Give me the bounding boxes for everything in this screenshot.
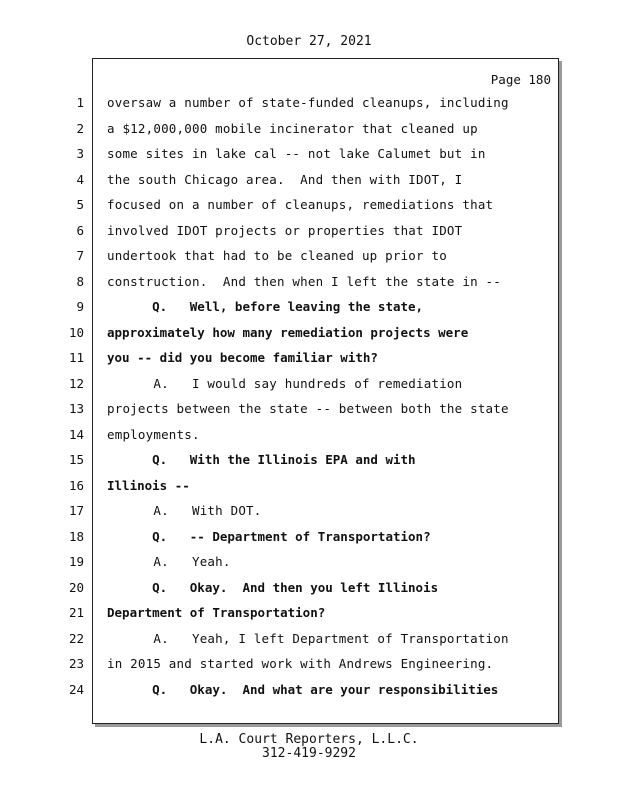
line-number: 23 [68,656,84,671]
line-text: A. I would say hundreds of remediation [107,375,463,391]
line-text: Q. -- Department of Transportation? [107,528,431,544]
transcript-line [0,325,618,350]
line-text: oversaw a number of state-funded cleanups, including [107,95,509,110]
transcript-line [0,503,618,528]
line-number: 14 [68,426,84,442]
line-number: 12 [68,375,84,391]
line-number: 8 [76,273,84,289]
line-number: 20 [68,579,84,595]
line-number: 17 [68,503,84,518]
transcript-line [0,172,618,197]
line-number: 13 [68,401,84,416]
transcript-line [0,274,618,299]
transcript-line [0,631,618,656]
line-text: approximately how many remediation projects were [107,324,469,340]
line-text: a $12,000,000 mobile incinerator that cleaned up [107,120,478,136]
line-number: 24 [68,681,84,697]
transcript-line [0,529,618,554]
line-number: 21 [68,605,84,620]
transcript-line [0,121,618,146]
line-number: 1 [76,95,84,110]
line-text: Q. Okay. And then you left Illinois [107,579,439,595]
line-text: you -- did you become familiar with? [107,350,378,365]
transcript-line [0,401,618,426]
transcript-line [0,95,618,120]
line-text: Q. Well, before leaving the state, [107,299,424,314]
transcript-line [0,427,618,452]
transcript-line [0,248,618,273]
transcript-line [0,350,618,375]
line-text: A. Yeah, I left Department of Transportation [107,630,509,646]
line-text: A. With DOT. [107,503,262,518]
line-number: 19 [68,554,84,569]
line-text: some sites in lake cal -- not lake Calumet but in [107,146,486,161]
footer-company: L.A. Court Reporters, L.L.C. [199,732,419,747]
line-number: 10 [68,324,84,340]
transcript-line [0,376,618,401]
line-text: the south Chicago area. And then with IDOT, I [107,171,463,187]
transcript-line [0,656,618,681]
line-number: 9 [76,299,84,314]
line-number: 15 [68,452,84,467]
transcript-line [0,554,618,579]
transcript-line [0,580,618,605]
transcript-line [0,478,618,503]
line-number: 4 [76,171,84,187]
transcript-line [0,299,618,324]
transcript-line [0,682,618,707]
transcript-line [0,197,618,222]
line-text: Q. Okay. And what are your responsibilities [107,681,499,697]
line-number: 18 [68,528,84,544]
line-text: focused on a number of cleanups, remediations that [107,197,494,212]
transcript-line [0,146,618,171]
line-number: 16 [68,477,84,493]
line-text: in 2015 and started work with Andrews Engineering. [107,656,494,671]
line-number: 2 [76,120,84,136]
line-number: 7 [76,248,84,263]
transcript-line [0,452,618,477]
line-text: employments. [107,426,200,442]
page-number: Page 180 [490,72,551,87]
line-text: Illinois -- [107,477,190,493]
line-number: 3 [76,146,84,161]
footer-phone: 312-419-9292 [262,746,356,761]
line-number: 5 [76,197,84,212]
transcript-line [0,605,618,630]
line-text: undertook that had to be cleaned up prior to [107,248,447,263]
transcript-date: October 27, 2021 [246,34,372,49]
footer [0,733,618,761]
line-number: 22 [68,630,84,646]
line-text: A. Yeah. [107,554,231,569]
line-number: 11 [68,350,84,365]
line-text: projects between the state -- between both the state [107,401,509,416]
line-text: construction. And then when I left the state in -- [107,273,502,289]
line-text: Q. With the Illinois EPA and with [107,452,416,467]
line-text: involved IDOT projects or properties that IDOT [107,222,463,238]
line-text: Department of Transportation? [107,605,326,620]
line-number: 6 [76,222,84,238]
transcript-line [0,223,618,248]
